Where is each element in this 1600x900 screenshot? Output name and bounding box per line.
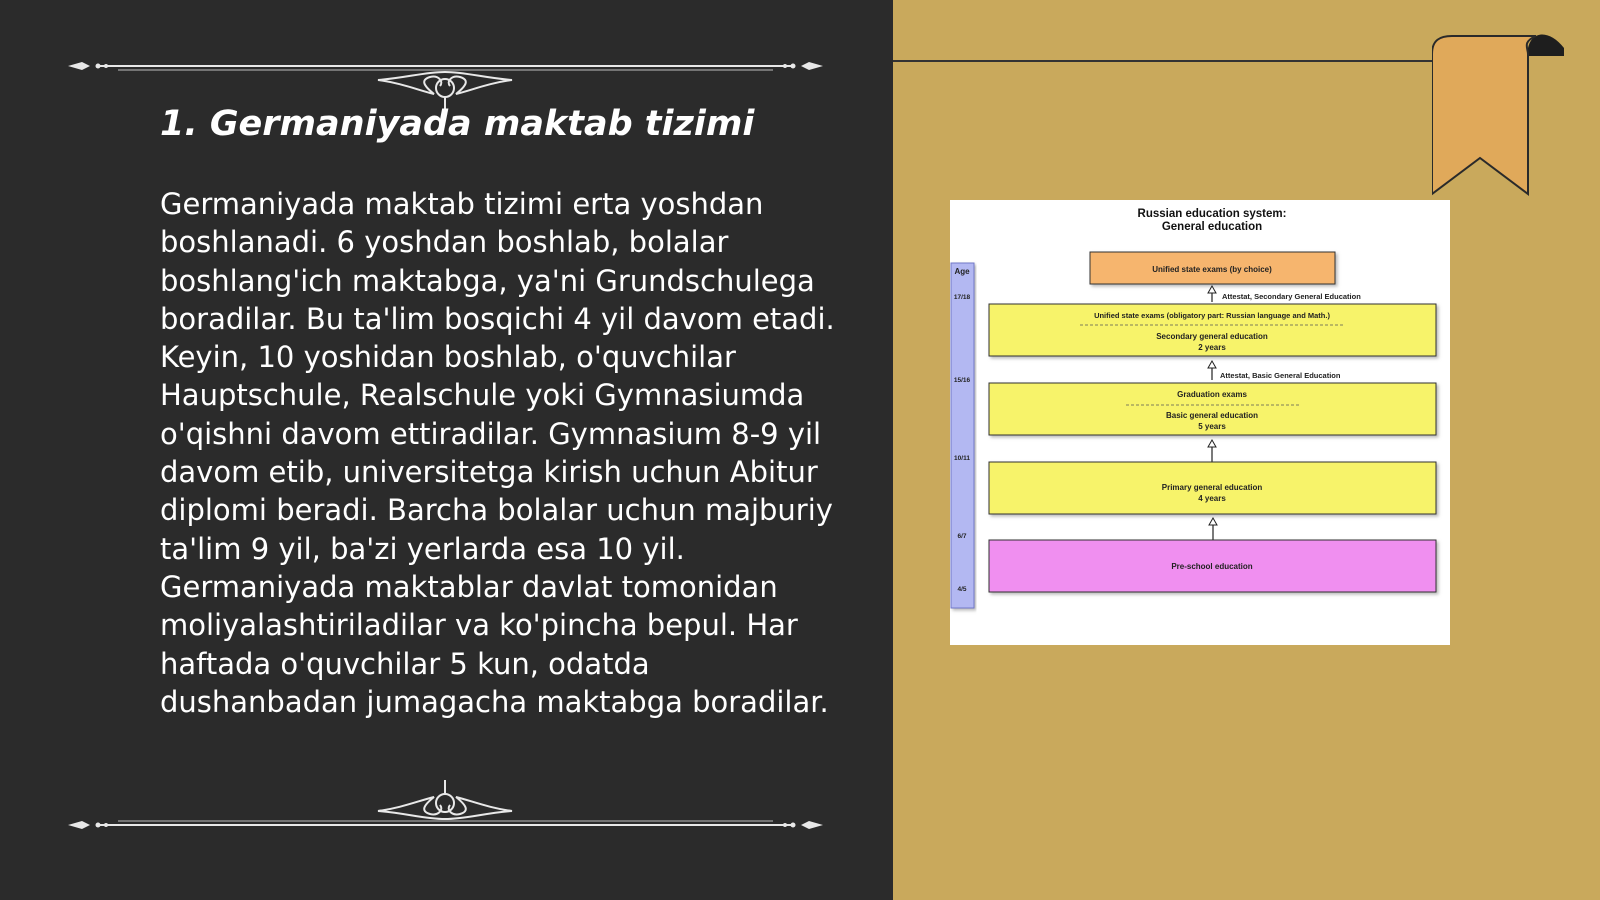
- secondary-education-years: 2 years: [1198, 343, 1226, 352]
- primary-education-years: 4 years: [1198, 494, 1226, 503]
- age-label: 15/16: [953, 377, 971, 384]
- unified-exams-obligatory-label: Unified state exams (obligatory part: Russian language and Math.): [1094, 311, 1330, 320]
- header-rule: [893, 60, 1438, 62]
- education-system-diagram: [950, 200, 1450, 645]
- diagram-title-line1: Russian education system:: [1137, 208, 1287, 220]
- unified-exams-choice-label: Unified state exams (by choice): [1152, 265, 1272, 274]
- top-ornament-divider: [68, 50, 823, 110]
- age-label: 6/7: [957, 533, 967, 540]
- secondary-education-label: Secondary general education: [1156, 332, 1268, 341]
- age-bar: [951, 263, 974, 608]
- age-label: 10/11: [954, 455, 970, 462]
- attestat-basic-label: Attestat, Basic General Education: [1220, 371, 1341, 380]
- graduation-exams-label: Graduation exams: [1177, 390, 1247, 399]
- primary-education-label: Primary general education: [1161, 483, 1263, 492]
- age-label: 17/18: [953, 294, 971, 301]
- age-header: Age: [954, 267, 970, 276]
- slide-title: 1. Germaniyada maktab tizimi: [160, 104, 755, 144]
- age-label: 4/5: [957, 586, 967, 593]
- diagram-svg: [950, 200, 1450, 645]
- attestat-secondary-label: Attestat, Secondary General Education: [1222, 292, 1361, 301]
- diagram-title-line2: General education: [1161, 221, 1263, 233]
- slide-body-text: Germaniyada maktab tizimi erta yoshdan boshlanadi. 6 yoshdan boshlab, bolalar boshlang'ich maktabga, ya'ni Grundschulega boradilar. Bu ta'lim bosqichi 4 yil davom etadi. Keyin, 10 yoshidan boshlab, o'quvchilar Hauptschule, Realschule yoki Gymnasiumda o'qishni davom ettiradilar. Gymnasium 8-9 yil davom etib, universitetga kirish uchun Abitur diplomi beradi. Barcha bolalar uchun majburiy ta'lim 9 yil, ba'zi yerlarda esa 10 yil. Germaniyada maktablar davlat tomonidan moliyalashtiriladilar va ko'pincha bepul. Har haftada o'quvchilar 5 kun, odatda dushanbadan jumagacha maktabga boradilar.: [160, 187, 835, 719]
- basic-education-label: Basic general education: [1165, 411, 1259, 420]
- basic-education-years: 5 years: [1198, 422, 1226, 431]
- bottom-ornament-divider: [68, 770, 823, 830]
- preschool-education-label: Pre-school education: [1171, 562, 1253, 571]
- bookmark-ribbon: [1432, 34, 1572, 204]
